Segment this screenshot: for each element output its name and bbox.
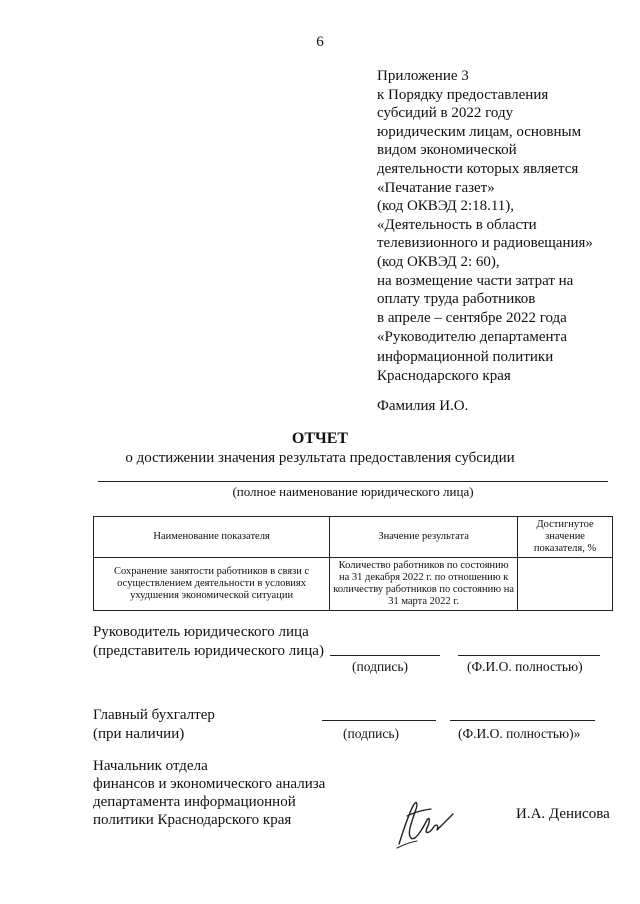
accountant-signature-line	[322, 720, 436, 721]
head-title-line2: (представитель юридического лица)	[93, 643, 324, 659]
appendix-line: оплату труда работников	[377, 291, 536, 308]
org-name-line	[98, 481, 608, 482]
department-title-line: финансов и экономического анализа	[93, 776, 326, 792]
appendix-line: юридическим лицам, основным	[377, 123, 582, 140]
addressee-block	[377, 328, 617, 387]
table-cell-indicator: Сохранение занятости работников в связи с осуществлением деятельности в условиях ухудшения экономической ситуации	[94, 558, 330, 611]
department-title-line: департамента информационной	[93, 794, 296, 810]
table-cell-result: Количество работников по состоянию на 31 декабря 2022 г. по отношению к количеству работников по состоянию на 31 марта 2022 г.	[330, 558, 518, 611]
appendix-line: (код ОКВЭД 2:18.11),	[377, 198, 515, 215]
appendix-block	[377, 67, 617, 327]
appendix-line: «Печатание газет»	[377, 179, 495, 196]
addressee-line: информационной политики	[377, 348, 554, 365]
addressee-line: Краснодарского края	[377, 368, 511, 384]
accountant-title-line2: (при наличии)	[93, 726, 185, 742]
addressee-line: «Руководителю департамента	[377, 329, 567, 345]
appendix-line: (код ОКВЭД 2: 60),	[377, 253, 500, 270]
accountant-name-line	[450, 720, 595, 721]
table-header-indicator: Наименование показателя	[94, 517, 330, 558]
department-title-line: Начальник отдела	[93, 758, 208, 774]
appendix-line: видом экономической	[377, 142, 517, 159]
appendix-line: деятельности которых является	[377, 160, 579, 177]
appendix-line: на возмещение части затрат на	[377, 272, 574, 289]
appendix-line: Приложение 3	[377, 68, 469, 84]
addressee-fio: Фамилия И.О.	[377, 398, 469, 414]
head-name-line	[458, 655, 600, 656]
table-header-result: Значение результата	[330, 517, 518, 558]
appendix-line: «Деятельность в области	[377, 216, 537, 233]
accountant-name-caption: (Ф.И.О. полностью)»	[458, 726, 581, 741]
org-name-caption: (полное наименование юридического лица)	[232, 484, 474, 499]
indicators-table	[93, 516, 613, 611]
handwritten-signature	[393, 792, 463, 852]
table-header-row	[94, 517, 613, 558]
head-name-caption: (Ф.И.О. полностью)	[467, 659, 583, 674]
report-title: ОТЧЕТ	[291, 430, 349, 447]
head-title-line1: Руководитель юридического лица	[93, 624, 309, 640]
head-signature-caption: (подпись)	[352, 659, 409, 674]
appendix-line: телевизионного и радиовещания»	[377, 235, 593, 252]
appendix-line: в апреле – сентябре 2022 года	[377, 309, 567, 326]
table-row	[94, 558, 613, 611]
appendix-line: к Порядку предоставления	[377, 86, 549, 103]
page-number: 6	[316, 34, 324, 50]
accountant-title-line1: Главный бухгалтер	[93, 707, 215, 723]
report-subtitle: о достижении значения результата предоставления субсидии	[125, 450, 515, 466]
table-header-achieved: Достигнутое значение показателя, %	[518, 517, 613, 558]
department-head-name: И.А. Денисова	[516, 806, 610, 822]
appendix-line: субсидий в 2022 году	[377, 105, 514, 122]
head-signature-line	[330, 655, 440, 656]
department-title-line: политики Краснодарского края	[93, 812, 292, 828]
accountant-signature-caption: (подпись)	[343, 726, 400, 741]
table-cell-achieved	[518, 558, 613, 611]
